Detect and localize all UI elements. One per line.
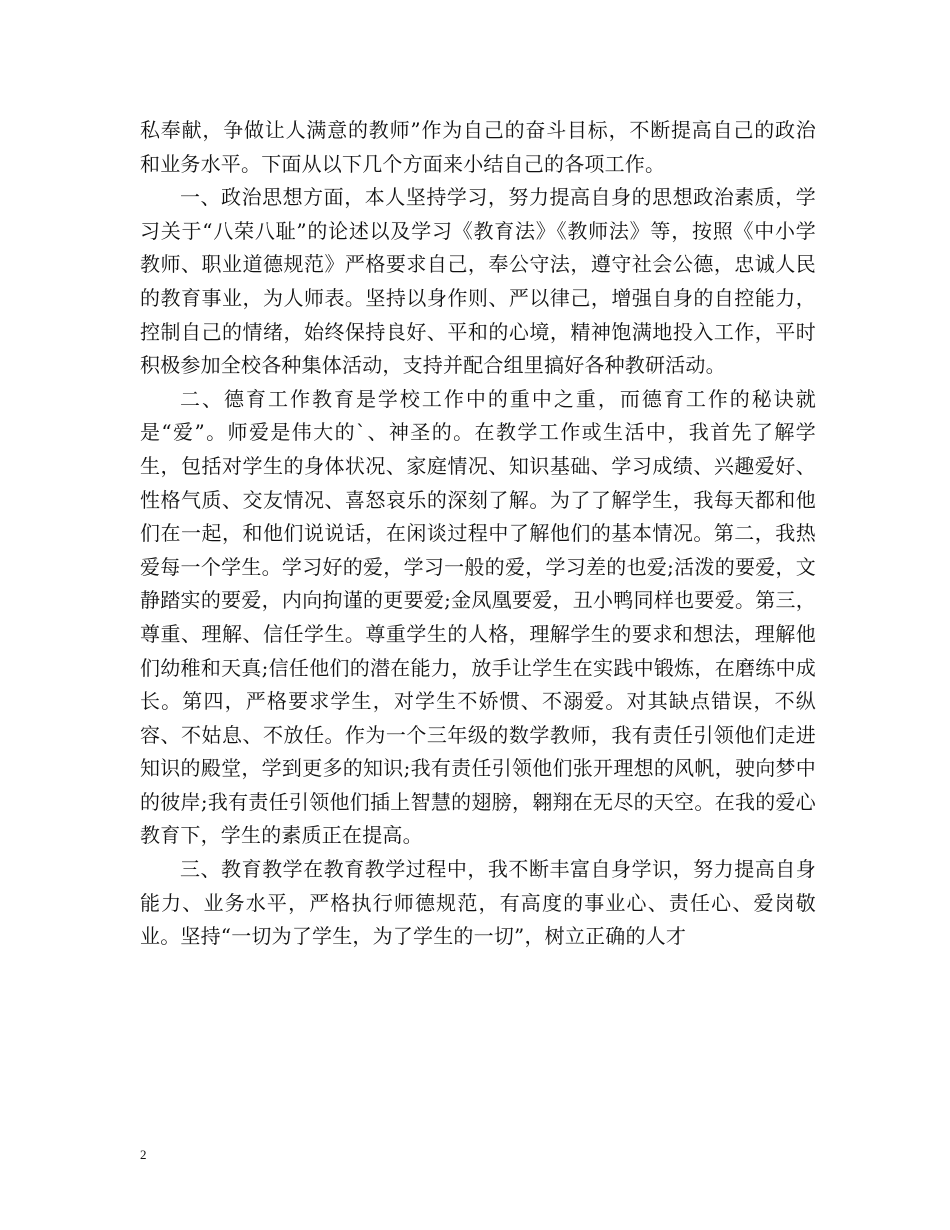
document-body — [140, 114, 816, 954]
page-number: 2 — [140, 1147, 147, 1162]
paragraph-teaching: 三、教育教学在教育教学过程中，我不断丰富自身学识，努力提高自身能力、业务水平，严格执行师德规范，有高度的事业心、责任心、爱岗敬业。坚持“一切为了学生，为了学生的一切”，树立正确的人才 — [140, 857, 816, 949]
paragraph-political-thought: 一、政治思想方面，本人坚持学习，努力提高自身的思想政治素质，学习关于“八荣八耻”的论述以及学习《教育法》《教师法》等，按照《中小学教师、职业道德规范》严格要求自己，奉公守法，遵守社会公德，忠诚人民的教育事业，为人师表。坚持以身作则、严以律己，增强自身的自控能力，控制自己的情绪，始终保持良好、平和的心境，精神饱满地投入工作，平时积极参加全校各种集体活动，支持并配合组里搞好各种教研活动。 — [140, 185, 816, 378]
paragraph-continuation: 私奉献，争做让人满意的教师”作为自己的奋斗目标，不断提高自己的政治和业务水平。下面从以下几个方面来小结自己的各项工作。 — [140, 118, 816, 176]
paragraph-moral-education: 二、德育工作教育是学校工作中的重中之重，而德育工作的秘诀就是“爱”。师爱是伟大的`、神圣的。在教学工作或生活中，我首先了解学生，包括对学生的身体状况、家庭情况、知识基础、学习成绩、兴趣爱好、性格气质、交友情况、喜怒哀乐的深刻了解。为了了解学生，我每天都和他们在一起，和他们说说话，在闲谈过程中了解他们的基本情况。第二，我热爱每一个学生。学习好的爱，学习一般的爱，学习差的也爱;活泼的要爱，文静踏实的要爱，内向拘谨的更要爱;金凤凰要爱，丑小鸭同样也要爱。第三，尊重、理解、信任学生。尊重学生的人格，理解学生的要求和想法，理解他们幼稚和天真;信任他们的潜在能力，放手让学生在实践中锻炼，在磨练中成长。第四，严格要求学生，对学生不娇惯、不溺爱。对其缺点错误，不纵容、不姑息、不放任。作为一个三年级的数学教师，我有责任引领他们走进知识的殿堂，学到更多的知识;我有责任引领他们张开理想的风帆，驶向梦中的彼岸;我有责任引领他们插上智慧的翅膀，翱翔在无尽的天空。在我的爱心教育下，学生的素质正在提高。 — [140, 386, 816, 848]
